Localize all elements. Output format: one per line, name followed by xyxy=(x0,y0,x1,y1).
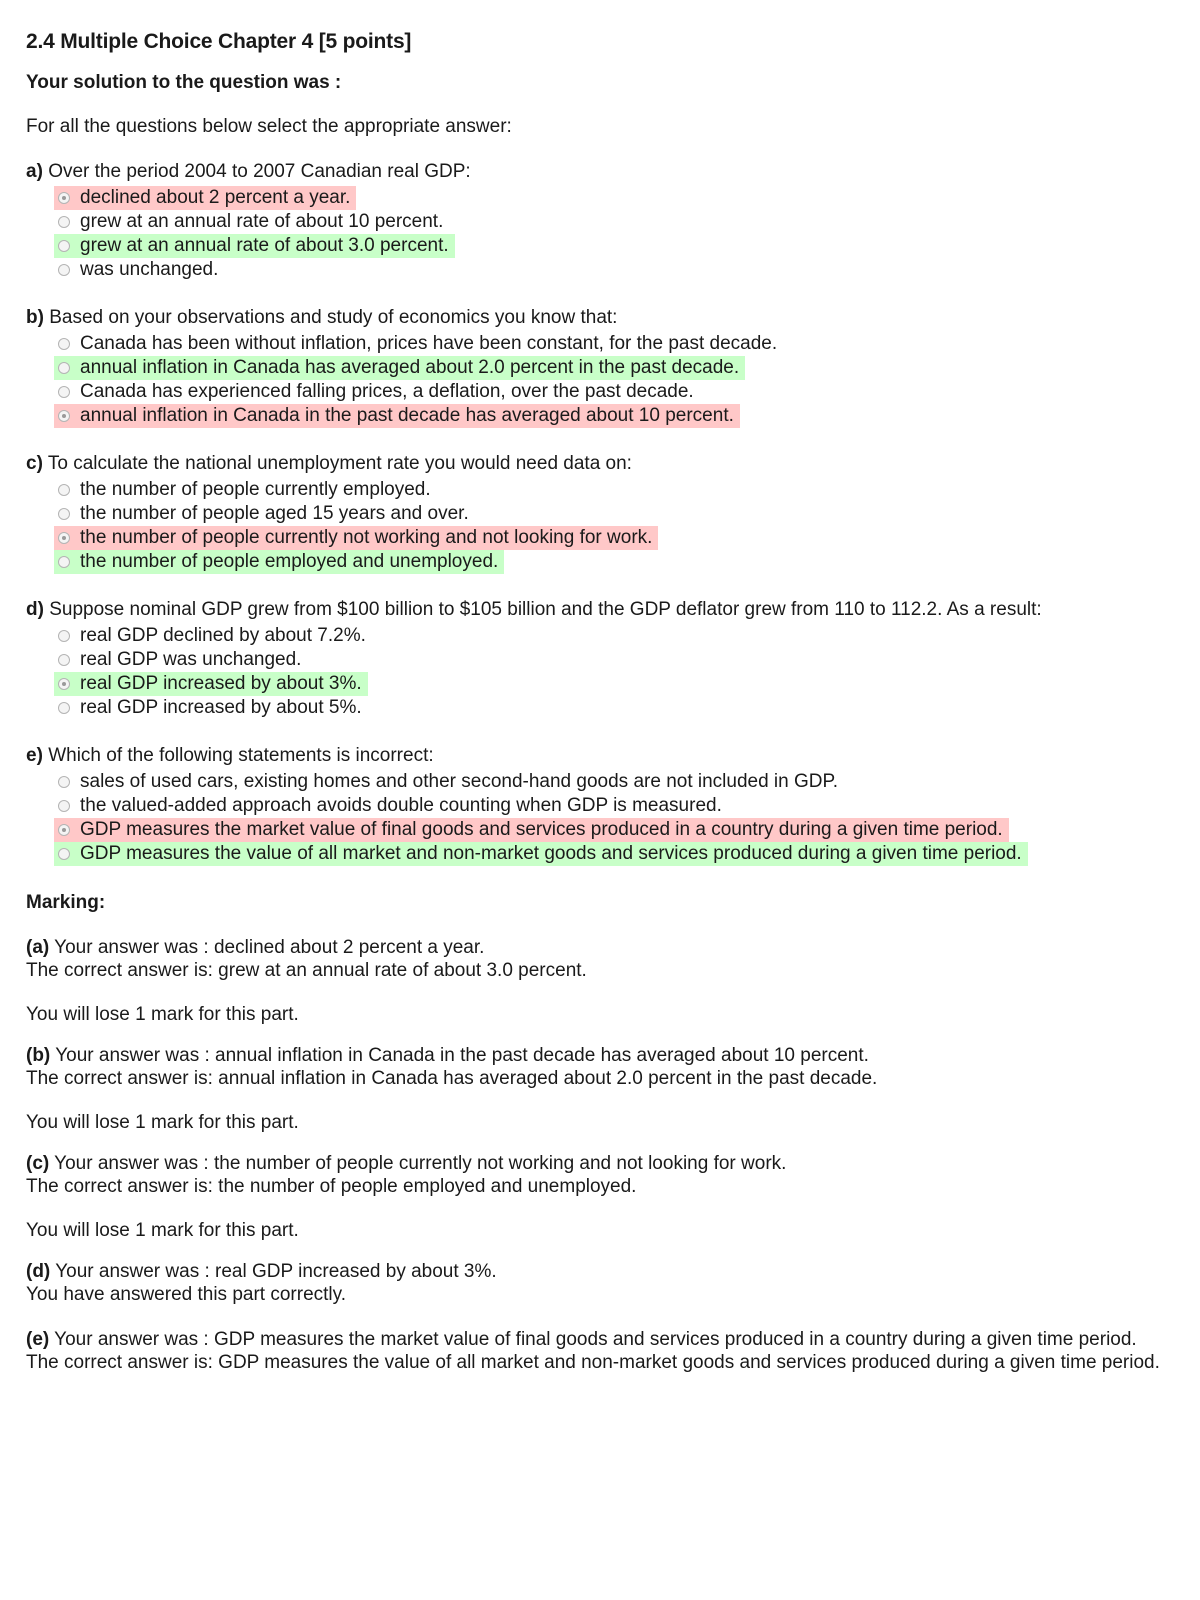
your-answer-text: Your answer was : GDP measures the market value of final goods and services produced in a country during a given time period. xyxy=(54,1329,1137,1350)
question-stem xyxy=(26,160,1200,184)
incorrect-highlight xyxy=(54,186,356,210)
option-content xyxy=(54,648,307,672)
radio-icon[interactable] xyxy=(58,630,70,642)
answer-options xyxy=(54,770,1200,866)
marking-entry xyxy=(26,1044,1200,1090)
answer-option[interactable] xyxy=(54,818,1200,842)
radio-icon[interactable] xyxy=(58,386,70,398)
answer-option[interactable] xyxy=(54,526,1200,550)
answer-options xyxy=(54,478,1200,574)
marking-entry xyxy=(26,1152,1200,1198)
marking-label: (e) xyxy=(26,1329,50,1350)
mark-loss-note: You will lose 1 mark for this part. xyxy=(26,1220,299,1241)
result-line: The correct answer is: annual inflation in Canada has averaged about 2.0 percent in the past decade. xyxy=(26,1068,878,1089)
question-text: Suppose nominal GDP grew from $100 billion to $105 billion and the GDP deflator grew from 110 to 112.2. As a result: xyxy=(49,599,1042,620)
answer-options xyxy=(54,332,1200,428)
radio-icon[interactable] xyxy=(58,508,70,520)
option-content xyxy=(54,332,783,356)
question-letter: c) xyxy=(26,453,43,474)
question-letter: d) xyxy=(26,599,44,620)
question-text: Based on your observations and study of economics you know that: xyxy=(49,307,618,328)
answer-option[interactable] xyxy=(54,502,1200,526)
radio-selected-icon[interactable] xyxy=(58,410,70,422)
radio-icon[interactable] xyxy=(58,484,70,496)
question-text: Which of the following statements is incorrect: xyxy=(48,745,434,766)
answer-option[interactable] xyxy=(54,404,1200,428)
solution-label: Your solution to the question was : xyxy=(26,72,342,93)
answer-option[interactable] xyxy=(54,234,1200,258)
answer-option[interactable] xyxy=(54,478,1200,502)
option-content xyxy=(54,478,437,502)
answer-option[interactable] xyxy=(54,258,1200,282)
question-letter: e) xyxy=(26,745,43,766)
option-label: Canada has experienced falling prices, a deflation, over the past decade. xyxy=(80,381,694,402)
instruction-text: For all the questions below select the appropriate answer: xyxy=(26,116,512,137)
option-label: GDP measures the value of all market and non-market goods and services produced during a given time period. xyxy=(80,843,1022,864)
answer-option[interactable] xyxy=(54,332,1200,356)
radio-icon[interactable] xyxy=(58,848,70,860)
option-label: sales of used cars, existing homes and other second-hand goods are not included in GDP. xyxy=(80,771,839,792)
incorrect-highlight xyxy=(54,526,658,550)
marking-label: (a) xyxy=(26,937,50,958)
answer-option[interactable] xyxy=(54,186,1200,210)
marking-entries xyxy=(26,936,1200,1374)
option-label: declined about 2 percent a year. xyxy=(80,187,351,208)
option-content xyxy=(54,696,368,720)
question-e xyxy=(26,744,1200,866)
answer-options xyxy=(54,624,1200,720)
result-line: The correct answer is: grew at an annual rate of about 3.0 percent. xyxy=(26,960,587,981)
radio-selected-icon[interactable] xyxy=(58,678,70,690)
question-letter: b) xyxy=(26,307,44,328)
option-content xyxy=(54,258,224,282)
option-label: grew at an annual rate of about 10 percent. xyxy=(80,211,444,232)
option-label: the valued-added approach avoids double counting when GDP is measured. xyxy=(80,795,722,816)
page-title: 2.4 Multiple Choice Chapter 4 [5 points] xyxy=(26,30,412,53)
correct-highlight xyxy=(54,672,368,696)
correct-highlight xyxy=(54,356,745,380)
mark-loss-note: You will lose 1 mark for this part. xyxy=(26,1004,299,1025)
radio-icon[interactable] xyxy=(58,702,70,714)
result-line: The correct answer is: GDP measures the value of all market and non-market goods and services produced during a given time period. xyxy=(26,1352,1160,1373)
result-line: You have answered this part correctly. xyxy=(26,1284,347,1305)
marking-entry xyxy=(26,1260,1200,1306)
question-list xyxy=(26,160,1200,866)
answer-option[interactable] xyxy=(54,210,1200,234)
answer-option[interactable] xyxy=(54,672,1200,696)
your-answer-line xyxy=(26,1152,1200,1175)
radio-icon[interactable] xyxy=(58,800,70,812)
radio-icon[interactable] xyxy=(58,338,70,350)
mark-loss-note: You will lose 1 mark for this part. xyxy=(26,1112,299,1133)
answer-option[interactable] xyxy=(54,550,1200,574)
option-content xyxy=(54,794,728,818)
answer-option[interactable] xyxy=(54,624,1200,648)
question-stem xyxy=(26,598,1200,622)
option-label: real GDP increased by about 5%. xyxy=(80,697,362,718)
question-b xyxy=(26,306,1200,428)
question-letter: a) xyxy=(26,161,43,182)
marking-label: (c) xyxy=(26,1153,50,1174)
answer-option[interactable] xyxy=(54,356,1200,380)
radio-icon[interactable] xyxy=(58,556,70,568)
marking-entry xyxy=(26,936,1200,982)
radio-selected-icon[interactable] xyxy=(58,532,70,544)
radio-icon[interactable] xyxy=(58,264,70,276)
answer-option[interactable] xyxy=(54,794,1200,818)
your-answer-line xyxy=(26,1044,1200,1067)
option-label: real GDP declined by about 7.2%. xyxy=(80,625,366,646)
option-label: the number of people currently employed. xyxy=(80,479,431,500)
option-label: real GDP increased by about 3%. xyxy=(80,673,362,694)
option-content xyxy=(54,502,475,526)
marking-label: (b) xyxy=(26,1045,51,1066)
answer-option[interactable] xyxy=(54,770,1200,794)
correct-highlight xyxy=(54,234,455,258)
your-answer-text: Your answer was : the number of people currently not working and not looking for work. xyxy=(54,1153,787,1174)
incorrect-highlight xyxy=(54,818,1009,842)
option-label: grew at an annual rate of about 3.0 percent. xyxy=(80,235,449,256)
your-answer-line xyxy=(26,1260,1200,1283)
option-label: annual inflation in Canada in the past decade has averaged about 10 percent. xyxy=(80,405,734,426)
option-content xyxy=(54,210,449,234)
radio-icon[interactable] xyxy=(58,240,70,252)
option-content xyxy=(54,624,372,648)
question-a xyxy=(26,160,1200,282)
question-c xyxy=(26,452,1200,574)
your-answer-line xyxy=(26,1328,1200,1351)
marking-section xyxy=(26,892,1200,1374)
radio-icon[interactable] xyxy=(58,216,70,228)
option-label: Canada has been without inflation, prices have been constant, for the past decade. xyxy=(80,333,778,354)
answer-option[interactable] xyxy=(54,648,1200,672)
option-label: was unchanged. xyxy=(80,259,219,280)
option-label: the number of people aged 15 years and over. xyxy=(80,503,469,524)
incorrect-highlight xyxy=(54,404,740,428)
radio-icon[interactable] xyxy=(58,776,70,788)
answer-option[interactable] xyxy=(54,696,1200,720)
marking-label: (d) xyxy=(26,1261,51,1282)
radio-icon[interactable] xyxy=(58,654,70,666)
marking-title: Marking: xyxy=(26,892,106,913)
your-answer-line xyxy=(26,936,1200,959)
option-label: annual inflation in Canada has averaged about 2.0 percent in the past decade. xyxy=(80,357,740,378)
your-answer-text: Your answer was : declined about 2 percent a year. xyxy=(54,937,485,958)
correct-highlight xyxy=(54,550,504,574)
option-label: GDP measures the market value of final goods and services produced in a country during a given time period. xyxy=(80,819,1003,840)
answer-option[interactable] xyxy=(54,842,1200,866)
your-answer-text: Your answer was : real GDP increased by about 3%. xyxy=(55,1261,497,1282)
option-content xyxy=(54,380,700,404)
option-label: real GDP was unchanged. xyxy=(80,649,302,670)
correct-highlight xyxy=(54,842,1028,866)
radio-icon[interactable] xyxy=(58,362,70,374)
radio-selected-icon[interactable] xyxy=(58,192,70,204)
question-text: Over the period 2004 to 2007 Canadian real GDP: xyxy=(48,161,471,182)
question-stem xyxy=(26,744,1200,768)
question-d xyxy=(26,598,1200,720)
option-label: the number of people currently not working and not looking for work. xyxy=(80,527,653,548)
question-stem xyxy=(26,306,1200,330)
option-label: the number of people employed and unemployed. xyxy=(80,551,499,572)
radio-selected-icon[interactable] xyxy=(58,824,70,836)
result-line: The correct answer is: the number of people employed and unemployed. xyxy=(26,1176,637,1197)
option-content xyxy=(54,770,844,794)
question-text: To calculate the national unemployment rate you would need data on: xyxy=(47,453,632,474)
your-answer-text: Your answer was : annual inflation in Canada in the past decade has averaged about 10 percent. xyxy=(55,1045,869,1066)
answer-option[interactable] xyxy=(54,380,1200,404)
marking-entry xyxy=(26,1328,1200,1374)
answer-options xyxy=(54,186,1200,282)
question-stem xyxy=(26,452,1200,476)
